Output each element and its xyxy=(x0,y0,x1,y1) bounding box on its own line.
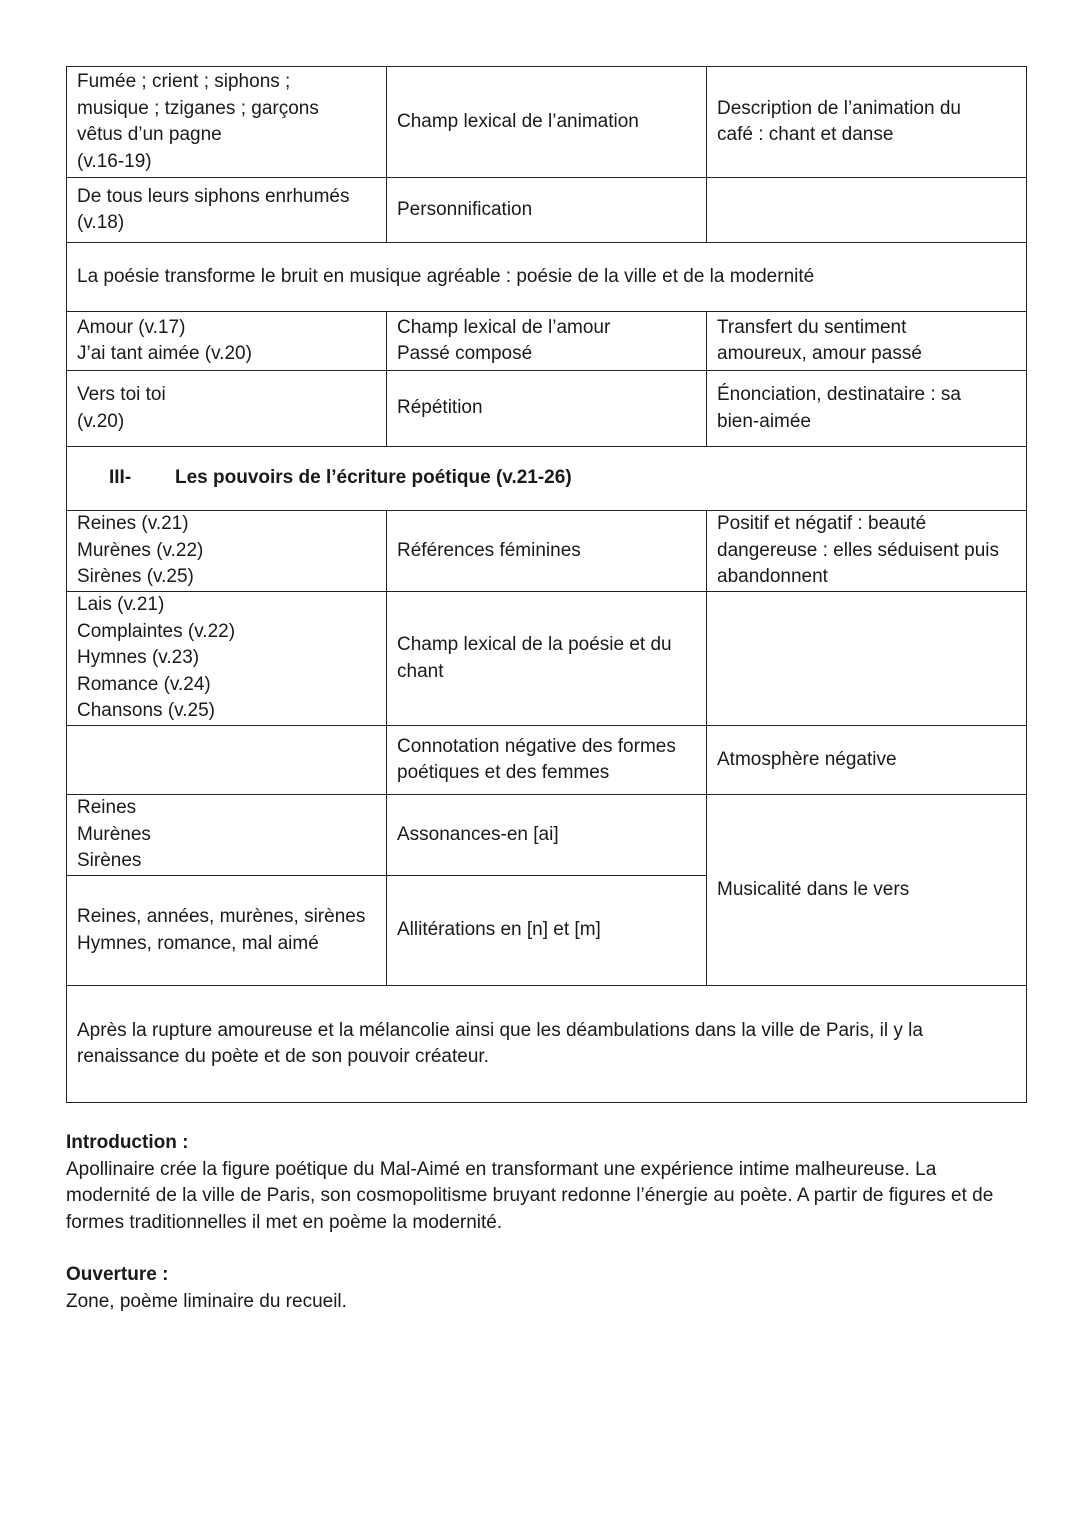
cell-interpretation: Description de l’animation du café : chant et danse xyxy=(707,67,1027,178)
cell-citation: De tous leurs siphons enrhumés (v.18) xyxy=(67,178,387,243)
cell-citation: Fumée ; crient ; siphons ; musique ; tziganes ; garçons vêtus d’un pagne (v.16-19) xyxy=(67,67,387,178)
section-heading xyxy=(67,447,1027,511)
table-row xyxy=(67,726,1027,795)
summary-text: La poésie transforme le bruit en musique agréable : poésie de la ville et de la modernité xyxy=(67,243,1027,312)
cell-procede: Champ lexical de l’amour Passé composé xyxy=(387,312,707,371)
cell-procede: Répétition xyxy=(387,371,707,447)
introduction-heading: Introduction : xyxy=(66,1132,189,1153)
ouverture-heading: Ouverture : xyxy=(66,1264,169,1285)
table-row xyxy=(67,795,1027,876)
table-row xyxy=(67,511,1027,592)
analysis-table xyxy=(66,66,1027,1103)
cell-citation xyxy=(67,726,387,795)
cell-procede: Références féminines xyxy=(387,511,707,592)
cell-procede: Champ lexical de l’animation xyxy=(387,67,707,178)
cell-interpretation: Transfert du sentiment amoureux, amour passé xyxy=(707,312,1027,371)
cell-interpretation xyxy=(707,592,1027,726)
cell-procede: Personnification xyxy=(387,178,707,243)
table-row-section xyxy=(67,447,1027,511)
table-row xyxy=(67,67,1027,178)
table-row xyxy=(67,312,1027,371)
cell-interpretation xyxy=(707,178,1027,243)
cell-procede: Champ lexical de la poésie et du chant xyxy=(387,592,707,726)
cell-procede: Allitérations en [n] et [m] xyxy=(387,876,707,986)
cell-interpretation: Énonciation, destinataire : sa bien-aimée xyxy=(707,371,1027,447)
cell-interpretation: Musicalité dans le vers xyxy=(707,795,1027,986)
cell-citation: Amour (v.17) J’ai tant aimée (v.20) xyxy=(67,312,387,371)
cell-citation: Reines (v.21) Murènes (v.22) Sirènes (v.25) xyxy=(67,511,387,592)
conclusion-text: Après la rupture amoureuse et la mélancolie ainsi que les déambulations dans la ville de Paris, il y la renaissance du poète et de son pouvoir créateur. xyxy=(67,986,1027,1103)
section-title: Les pouvoirs de l’écriture poétique (v.21-26) xyxy=(175,467,572,489)
cell-citation: Reines Murènes Sirènes xyxy=(67,795,387,876)
cell-citation: Vers toi toi (v.20) xyxy=(67,371,387,447)
cell-interpretation: Atmosphère négative xyxy=(707,726,1027,795)
section-number: III- xyxy=(109,467,132,489)
cell-procede: Assonances-en [ai] xyxy=(387,795,707,876)
table-row xyxy=(67,592,1027,726)
cell-procede: Connotation négative des formes poétiques et des femmes xyxy=(387,726,707,795)
table-row-summary xyxy=(67,243,1027,312)
analysis-document xyxy=(66,66,1026,1103)
table-row-summary xyxy=(67,986,1027,1103)
introduction-text: Apollinaire crée la figure poétique du Mal-Aimé en transformant une expérience intime malheureuse. La modernité de la ville de Paris, son cosmopolitisme bruyant redonne l’énergie au poète. A partir de figures et de formes traditionnelles il met en poème la modernité. xyxy=(66,1158,994,1233)
cell-citation: Lais (v.21) Complaintes (v.22) Hymnes (v.23) Romance (v.24) Chansons (v.25) xyxy=(67,592,387,726)
cell-interpretation: Positif et négatif : beauté dangereuse : elles séduisent puis abandonnent xyxy=(707,511,1027,592)
ouverture-text: Zone, poème liminaire du recueil. xyxy=(66,1290,347,1312)
notes-section xyxy=(66,1130,1016,1315)
table-row xyxy=(67,178,1027,243)
table-row xyxy=(67,371,1027,447)
cell-citation: Reines, années, murènes, sirènes Hymnes, romance, mal aimé xyxy=(67,876,387,986)
